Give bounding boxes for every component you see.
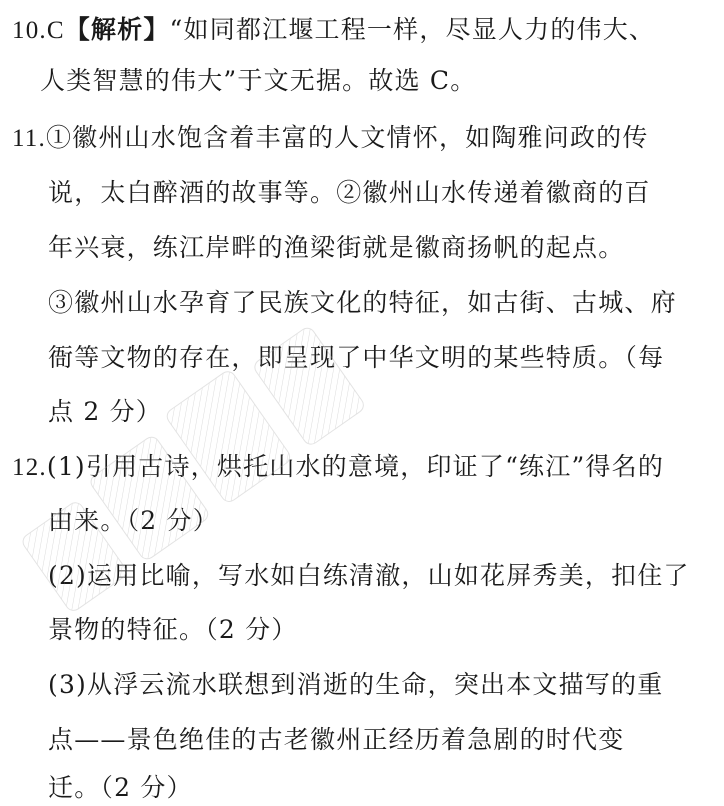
q12-line-2: 由来。（2 分） [48, 506, 219, 535]
q10-text-1: “如同都江堰工程一样，尽显人力的伟大、 [169, 15, 656, 44]
q12-line-3: (2)运用比喻，写水如白练清澈，山如花屏秀美，扣住了 [48, 561, 690, 590]
q12-text-1: (1)引用古诗，烘托山水的意境，印证了“练江”得名的 [46, 452, 665, 481]
q11-label: 11. [12, 125, 46, 152]
q11-line-2: 说，太白醉酒的故事等。②徽州山水传递着徽商的百 [48, 178, 651, 207]
q12-label: 12. [12, 454, 47, 481]
q11-line-3: 年兴衰，练江岸畔的渔梁街就是徽商扬帆的起点。 [48, 233, 625, 262]
q10-label: 10.C [12, 17, 65, 44]
q12-line-6: 点——景色绝佳的古老徽州正经历着急剧的时代变 [48, 725, 625, 754]
q11-line-4: ③徽州山水孕育了民族文化的特征，如古街、古城、府 [48, 288, 677, 317]
q10-line-1 [12, 12, 655, 49]
q11-text-1: ①徽州山水饱含着丰富的人文情怀，如陶雅问政的传 [45, 123, 649, 152]
q11-line-1 [12, 120, 649, 157]
q12-line-1 [12, 449, 664, 486]
q10-line-2: 人类智慧的伟大”于文无据。故选 C。 [40, 66, 477, 95]
q12-line-4: 景物的特征。（2 分） [48, 615, 298, 644]
q12-line-7: 迁。（2 分） [48, 773, 193, 802]
q12-line-5: (3)从浮云流水联想到消逝的生命，突出本文描写的重 [48, 670, 664, 699]
q11-line-5: 衙等文物的存在，即呈现了中华文明的某些特质。（每 [48, 343, 665, 372]
q11-line-6: 点 2 分） [48, 397, 162, 426]
q10-analysis-tag: 【解析】 [64, 15, 170, 44]
